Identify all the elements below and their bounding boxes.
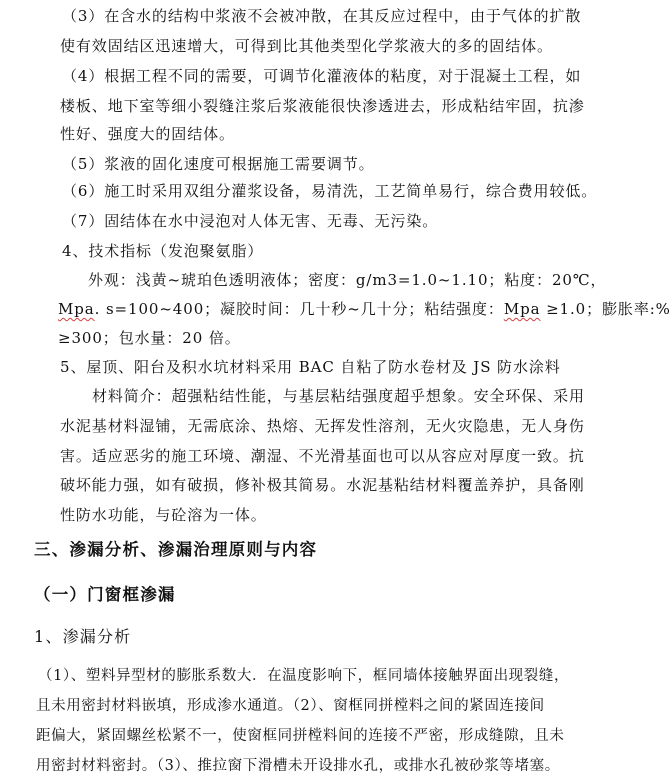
text-line-1: （3）在含水的结构中浆液不会被冲散，在其反应过程中，由于气体的扩散 bbox=[62, 7, 582, 25]
leakage-analysis-heading: 1、渗漏分析 bbox=[34, 627, 132, 646]
mpa-unit-1: Mpa bbox=[58, 300, 95, 318]
text-line-11 bbox=[58, 299, 671, 319]
text-line-11-part-4: ≥1.0；膨胀率:% bbox=[540, 300, 671, 318]
text-line-11-part-2: . s=100~400；凝胶时间：几十秒~几十分；粘结强度： bbox=[94, 300, 504, 318]
text-line-25: 用密封材料密封。（3）、推拉窗下滑槽未开设排水孔，或排水孔被砂浆等堵塞。 bbox=[36, 758, 560, 774]
chapter-3-heading: 三、渗漏分析、渗漏治理原则与内容 bbox=[34, 540, 318, 559]
text-line-18: 性防水功能，与砼溶为一体。 bbox=[60, 506, 267, 524]
text-line-2: 使有效固结区迅速增大，可得到比其他类型化学浆液大的多的固结体。 bbox=[60, 37, 553, 55]
text-line-8: （7）固结体在水中浸泡对人体无害、无毒、无污染。 bbox=[62, 212, 439, 230]
text-line-22: （1）、塑料异型材的膨胀系数大．在温度影响下，框同墙体接触界面出现裂缝， bbox=[38, 668, 570, 684]
text-line-23: 且未用密封材料嵌填，形成渗水通道。（2）、窗框同拼樘料之间的紧固连接间 bbox=[36, 698, 545, 714]
text-line-15: 水泥基材料湿铺，无需底涂、热熔、无挥发性溶剂，无火灾隐患，无人身伤 bbox=[60, 417, 585, 435]
text-line-6: （5）浆液的固化速度可根据施工需要调节。 bbox=[62, 155, 375, 173]
mpa-unit-2: Mpa bbox=[503, 300, 541, 318]
text-line-24: 距偏大，紧固螺丝松紧不一，使窗框同拼樘料间的连接不严密，形成缝隙，且未 bbox=[36, 728, 565, 744]
text-line-17: 破坏能力强，如有破损，修补极其简易。水泥基粘结材料覆盖养护，具备刚 bbox=[60, 476, 585, 494]
text-line-3: （4）根据工程不同的需要，可调节化灌液体的粘度，对于混凝土工程，如 bbox=[62, 67, 582, 85]
text-line-12: ≥300；包水量：20 倍。 bbox=[58, 329, 241, 347]
subsection-1-heading: （一）门窗框渗漏 bbox=[34, 585, 176, 604]
text-line-10: 外观：浅黄~琥珀色透明液体；密度：g/m3=1.0~1.10；粘度：20℃， bbox=[88, 271, 607, 289]
text-line-7: （6）施工时采用双组分灌浆设备，易清洗，工艺简单易行，综合费用较低。 bbox=[62, 182, 598, 200]
section-5-heading: 5、屋顶、阳台及积水坑材料采用 BAC 自粘了防水卷材及 JS 防水涂料 bbox=[60, 358, 561, 376]
text-line-5: 性好、强度大的固结体。 bbox=[60, 125, 235, 143]
section-4-heading: 4、技术指标（发泡聚氨脂） bbox=[62, 242, 264, 260]
text-line-4: 楼板、地下室等细小裂缝注浆后浆液能很快渗透进去，形成粘结牢固，抗渗 bbox=[60, 97, 585, 115]
text-line-14: 材料简介：超强粘结性能，与基层粘结强度超乎想象。安全环保、采用 bbox=[92, 387, 585, 405]
text-line-16: 害。适应恶劣的施工环境、潮湿、不光滑基面也可以从容应对厚度一致。抗 bbox=[60, 447, 585, 465]
